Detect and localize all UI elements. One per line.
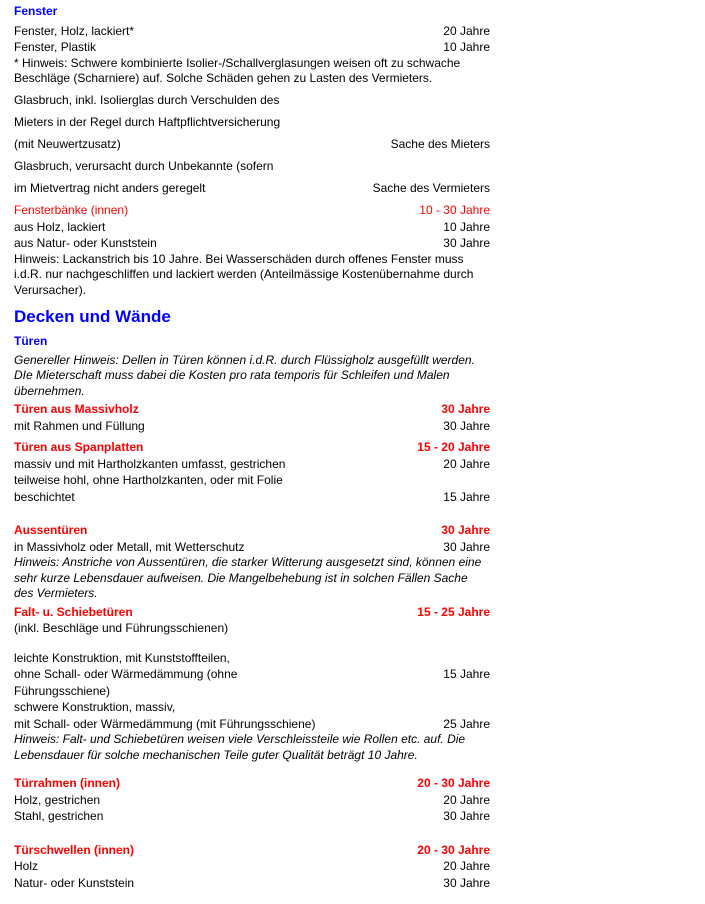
row-label: beschichtet xyxy=(14,489,75,504)
table-row xyxy=(14,699,490,716)
note-paragraph: * Hinweis: Schwere kombinierte Isolier-/Schallverglasungen weisen oft zu schwache Beschläge (Scharniere) auf. Solche Schäden gehen zu Lasten des Vermieters. xyxy=(14,55,461,85)
row-value: 15 - 25 Jahre xyxy=(417,604,490,619)
row-value: 10 - 30 Jahre xyxy=(419,203,490,217)
row-value: 25 Jahre xyxy=(443,716,490,731)
row-label: Glasbruch, verursacht durch Unbekannte (sofern xyxy=(14,159,274,173)
row-label: Natur- oder Kunststein xyxy=(14,875,135,890)
table-row xyxy=(14,158,490,175)
table-row xyxy=(14,489,490,506)
table-row xyxy=(14,683,490,700)
table-row xyxy=(14,39,490,56)
row-label: leichte Konstruktion, mit Kunststoffteilen, xyxy=(14,650,230,665)
row-value: 10 Jahre xyxy=(443,219,490,234)
row-label: Holz, gestrichen xyxy=(14,792,101,807)
table-row xyxy=(14,604,490,621)
spacer xyxy=(14,637,490,650)
row-value: Sache des Vermieters xyxy=(372,181,490,195)
table-row xyxy=(14,472,490,489)
row-value: 20 Jahre xyxy=(443,23,490,38)
table-row xyxy=(14,539,490,556)
table-row xyxy=(14,235,490,252)
row-label: Holz xyxy=(14,859,39,873)
table-row xyxy=(14,114,490,131)
table-row xyxy=(14,92,490,109)
table-row xyxy=(14,858,490,875)
table-row xyxy=(14,136,490,153)
spacer xyxy=(14,765,490,775)
table-row xyxy=(14,180,490,197)
row-label: Mieters in der Regel durch Haftpflichtversicherung xyxy=(14,115,281,129)
table-row xyxy=(14,202,490,219)
table-row xyxy=(14,875,490,892)
row-label: Glasbruch, inkl. Isolierglas durch Verschulden des xyxy=(14,93,280,107)
table-row xyxy=(14,219,490,236)
row-label: schwere Konstruktion, massiv, xyxy=(14,700,176,714)
row-value: 15 Jahre xyxy=(443,489,490,504)
row-value: 20 - 30 Jahre xyxy=(417,842,490,857)
table-row xyxy=(14,439,490,456)
row-value: 15 Jahre xyxy=(443,667,490,681)
row-label: in Massivholz oder Metall, mit Wetterschutz xyxy=(14,539,245,554)
row-label: mit Schall- oder Wärmedämmung (mit Führungsschiene) xyxy=(14,716,316,731)
table-row xyxy=(14,620,490,637)
row-label: Türen aus Spanplatten xyxy=(14,440,144,454)
row-label: Türen aus Massivholz xyxy=(14,402,139,416)
spacer xyxy=(14,505,490,522)
row-label: Aussentüren xyxy=(14,523,88,537)
table-row xyxy=(14,401,490,418)
table-row xyxy=(14,842,490,859)
row-value: 15 - 20 Jahre xyxy=(417,440,490,454)
table-row xyxy=(14,418,490,435)
row-label: (inkl. Beschläge und Führungsschienen) xyxy=(14,621,229,635)
row-label: aus Natur- oder Kunststein xyxy=(14,236,157,250)
spacer xyxy=(14,825,490,842)
row-label: Falt- u. Schiebetüren xyxy=(14,604,133,619)
table-row xyxy=(14,666,490,683)
row-label: Fenster, Plastik xyxy=(14,40,97,54)
section-heading: Decken und Wände xyxy=(14,307,171,326)
row-value: 30 Jahre xyxy=(443,539,490,554)
row-value: 30 Jahre xyxy=(441,523,490,537)
row-value: 30 Jahre xyxy=(443,809,490,823)
row-value: Sache des Mieters xyxy=(390,137,490,151)
row-label: Türrahmen (innen) xyxy=(14,776,121,790)
row-value: 30 Jahre xyxy=(443,418,490,433)
row-value: 20 Jahre xyxy=(443,859,490,873)
row-value: 20 - 30 Jahre xyxy=(417,776,490,790)
row-label: aus Holz, lackiert xyxy=(14,219,106,234)
note-paragraph: Hinweis: Lackanstrich bis 10 Jahre. Bei Wasserschäden durch offenes Fenster muss i.d.R. nur nachgeschliffen und lackiert werden (Anteilmässige Kostenübernahme durch Verursacher). xyxy=(14,251,474,297)
note-paragraph: Genereller Hinweis: Dellen in Türen können i.d.R. durch Flüssigholz ausgefüllt werden. DIe Mieterschaft muss dabei die Kosten pro rata temporis für Schleifen und Malen übernehmen. xyxy=(14,352,475,398)
row-label: (mit Neuwertzusatz) xyxy=(14,137,121,151)
table-row xyxy=(14,792,490,809)
row-label: massiv und mit Hartholzkanten umfasst, gestrichen xyxy=(14,456,286,471)
row-label: Fensterbänke (innen) xyxy=(14,203,129,217)
table-row xyxy=(14,650,490,667)
table-row xyxy=(14,775,490,792)
subsection-heading: Fenster xyxy=(14,4,58,18)
row-value: 30 Jahre xyxy=(443,236,490,250)
table-row xyxy=(14,456,490,473)
note-paragraph: Hinweis: Falt- und Schiebetüren weisen viele Verschleissteile wie Rollen etc. auf. Die Lebensdauer für solche mechanischen Teile guter Qualität beträgt 10 Jahre. xyxy=(14,732,466,762)
row-value: 30 Jahre xyxy=(441,402,490,416)
row-label: ohne Schall- oder Wärmedämmung (ohne xyxy=(14,667,238,681)
row-value: 30 Jahre xyxy=(443,875,490,890)
row-value: 20 Jahre xyxy=(443,456,490,471)
table-row xyxy=(14,23,490,40)
subsection-heading: Türen xyxy=(14,334,48,348)
table-row xyxy=(14,522,490,539)
note-paragraph: Hinweis: Anstriche von Aussentüren, die starker Witterung ausgesetzt sind, können eine sehr kurze Lebensdauer aufweisen. Die Mangelbehebung ist in solchen Fällen Sache des Vermieters. xyxy=(14,555,482,600)
row-label: Stahl, gestrichen xyxy=(14,809,104,823)
row-label: Türschwellen (innen) xyxy=(14,842,135,857)
row-value: 10 Jahre xyxy=(443,40,490,54)
table-row xyxy=(14,716,490,733)
row-label: im Mietvertrag nicht anders geregelt xyxy=(14,181,206,195)
row-label: Führungsschiene) xyxy=(14,683,111,698)
row-label: mit Rahmen und Füllung xyxy=(14,418,145,433)
row-label: teilweise hohl, ohne Hartholzkanten, oder mit Folie xyxy=(14,473,283,487)
row-label: Fenster, Holz, lackiert* xyxy=(14,23,135,38)
table-row xyxy=(14,808,490,825)
row-value: 20 Jahre xyxy=(443,792,490,807)
